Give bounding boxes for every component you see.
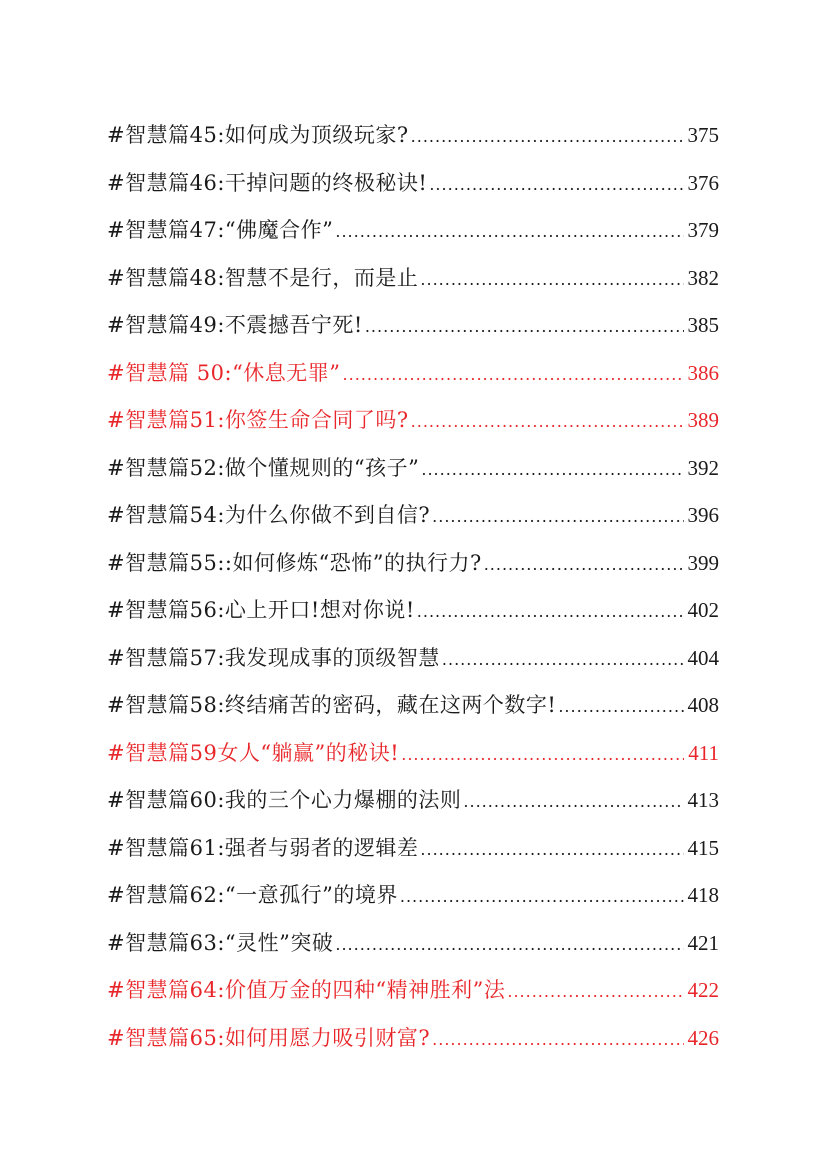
toc-entry-63[interactable]	[107, 920, 719, 968]
toc-entry-58[interactable]	[107, 682, 719, 730]
toc-leader-dots	[401, 731, 684, 778]
toc-leader-dots	[429, 161, 683, 208]
toc-leader-dots	[411, 113, 684, 160]
toc-entry-57[interactable]	[107, 635, 719, 683]
toc-page-number: 375	[687, 123, 719, 147]
toc-entry-title: #智慧篇52:做个懂规则的“孩子”	[107, 455, 420, 480]
toc-leader-dots	[507, 968, 683, 1015]
toc-entry-title: #智慧篇56:心上开口!想对你说!	[107, 598, 415, 622]
toc-entry-54[interactable]	[107, 492, 719, 540]
toc-page-number: 385	[687, 313, 719, 337]
toc-entry-title: #智慧篇 50:“休息无罪”	[107, 360, 341, 385]
toc-entry-title: #智慧篇47:“佛魔合作”	[107, 218, 334, 242]
toc-page-number: 382	[687, 265, 719, 290]
toc-page-number: 376	[687, 170, 719, 195]
toc-page-number: 379	[687, 218, 719, 242]
toc-leader-dots	[343, 351, 684, 398]
toc-entry-title: #智慧篇55::如何修炼“恐怖”的执行力?	[107, 550, 482, 575]
toc-page-number: 404	[687, 645, 719, 670]
toc-entry-title: #智慧篇45:如何成为顶级玩家?	[107, 123, 409, 147]
toc-page-number: 402	[687, 598, 719, 622]
toc-leader-dots	[558, 683, 683, 730]
toc-entry-title: #智慧篇46:干掉问题的终极秘诀!	[107, 170, 428, 195]
toc-leader-dots	[335, 208, 683, 255]
toc-leader-dots	[420, 826, 683, 873]
toc-entry-52[interactable]	[107, 445, 719, 493]
toc-leader-dots	[420, 256, 683, 303]
toc-leader-dots	[411, 398, 684, 445]
toc-page-number: 408	[687, 693, 719, 717]
toc-leader-dots	[442, 636, 684, 683]
table-of-contents	[107, 112, 719, 1062]
toc-page-number: 386	[687, 360, 719, 385]
toc-page-number: 396	[687, 503, 719, 527]
toc-entry-49[interactable]	[107, 302, 719, 350]
toc-page-number: 399	[687, 550, 719, 575]
toc-leader-dots	[463, 778, 683, 825]
toc-entry-59[interactable]	[107, 730, 719, 778]
toc-entry-56[interactable]	[107, 587, 719, 635]
toc-entry-title: #智慧篇58:终结痛苦的密码，藏在这两个数字!	[107, 693, 557, 717]
toc-entry-62[interactable]	[107, 872, 719, 920]
toc-entry-50[interactable]	[107, 350, 719, 398]
toc-entry-title: #智慧篇57:我发现成事的顶级智慧	[107, 645, 440, 670]
toc-page-number: 422	[687, 978, 719, 1002]
toc-leader-dots	[365, 303, 684, 350]
toc-entry-48[interactable]	[107, 255, 719, 303]
toc-leader-dots	[417, 588, 684, 635]
toc-page-number: 392	[687, 455, 719, 480]
toc-entry-title: #智慧篇64:价值万金的四种“精神胜利”法	[107, 978, 506, 1002]
toc-leader-dots	[335, 921, 683, 968]
toc-entry-61[interactable]	[107, 825, 719, 873]
toc-page-number: 418	[687, 883, 719, 907]
toc-entry-55[interactable]	[107, 540, 719, 588]
toc-entry-45[interactable]	[107, 112, 719, 160]
toc-entry-60[interactable]	[107, 777, 719, 825]
toc-entry-47[interactable]	[107, 207, 719, 255]
toc-page-number: 415	[687, 835, 719, 860]
toc-entry-title: #智慧篇62:“一意孤行”的境界	[107, 883, 398, 907]
toc-entry-65[interactable]	[107, 1015, 719, 1063]
toc-leader-dots	[400, 873, 684, 920]
toc-entry-title: #智慧篇59女人“躺赢”的秘诀!	[107, 740, 400, 765]
toc-entry-title: #智慧篇60:我的三个心力爆棚的法则	[107, 788, 462, 812]
toc-entry-title: #智慧篇54:为什么你做不到自信?	[107, 503, 431, 527]
toc-page-number: 421	[687, 930, 719, 955]
toc-page-number: 389	[687, 408, 719, 432]
toc-page-number: 411	[688, 740, 719, 765]
toc-entry-46[interactable]	[107, 160, 719, 208]
toc-leader-dots	[432, 493, 683, 540]
toc-entry-51[interactable]	[107, 397, 719, 445]
toc-page-number: 413	[687, 788, 719, 812]
toc-leader-dots	[421, 446, 683, 493]
toc-entry-title: #智慧篇51:你签生命合同了吗?	[107, 408, 409, 432]
toc-leader-dots	[484, 541, 684, 588]
toc-entry-64[interactable]	[107, 967, 719, 1015]
toc-entry-title: #智慧篇48:智慧不是行，而是止	[107, 265, 419, 290]
toc-page-number: 426	[687, 1025, 719, 1050]
toc-leader-dots	[432, 1016, 683, 1063]
toc-entry-title: #智慧篇65:如何用愿力吸引财富?	[107, 1025, 431, 1050]
toc-entry-title: #智慧篇49:不震撼吾宁死!	[107, 313, 363, 337]
toc-entry-title: #智慧篇61:强者与弱者的逻辑差	[107, 835, 419, 860]
toc-entry-title: #智慧篇63:“灵性”突破	[107, 930, 334, 955]
